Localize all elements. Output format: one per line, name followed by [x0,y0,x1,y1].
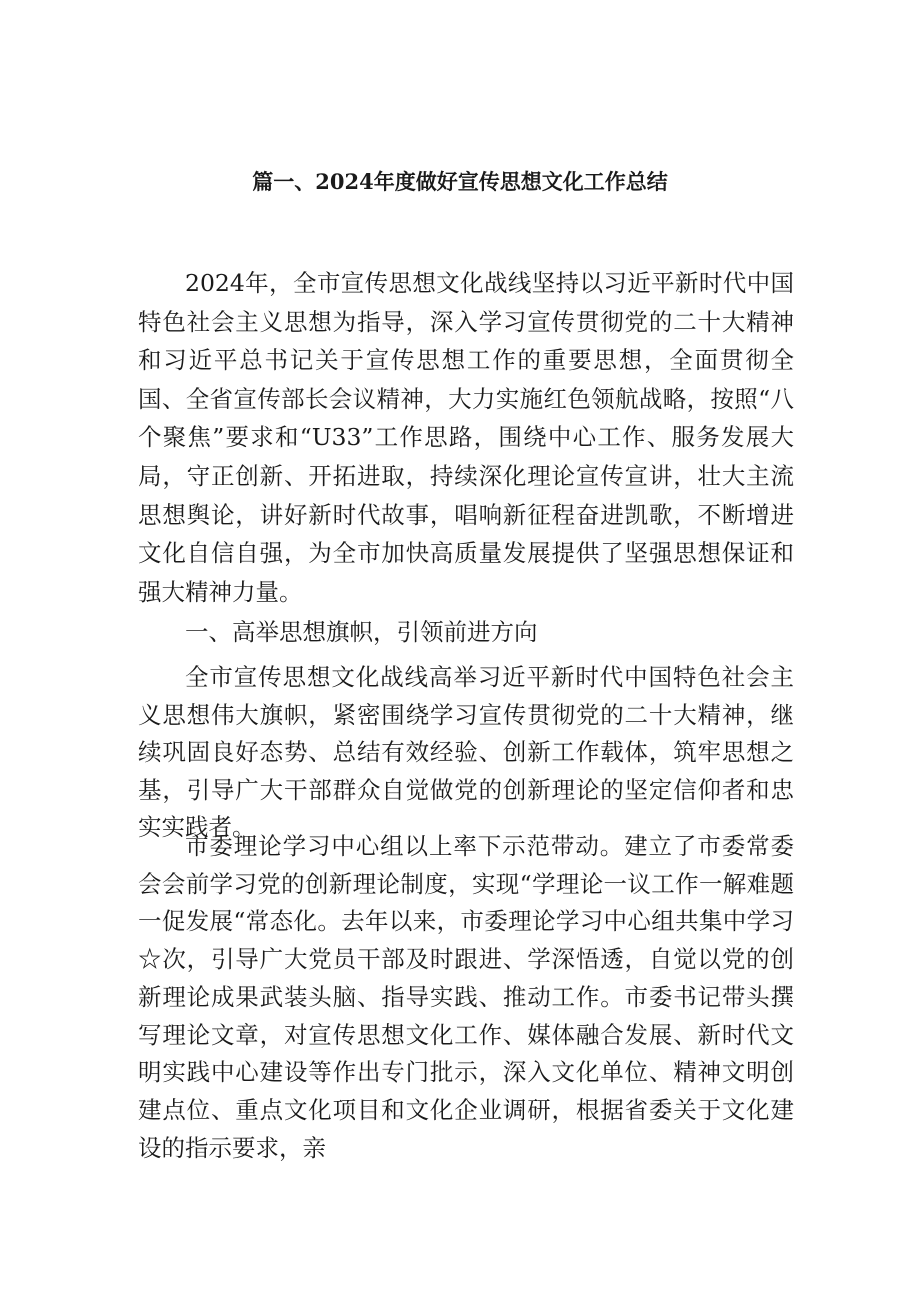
section-paragraph-1: 全市宣传思想文化战线高举习近平新时代中国特色社会主义思想伟大旗帜，紧密围绕学习宣传贯彻党的二十大精神，继续巩固良好态势、总结有效经验、创新工作载体，筑牢思想之基，引导广大干部群众自觉做党的创新理论的坚定信仰者和忠实实践者。 [138,663,794,841]
section-paragraph-2: 市委理论学习中心组以上率下示范带动。建立了市委常委会会前学习党的创新理论制度，实现“学理论一议工作一解难题一促发展“常态化。去年以来，市委理论学习中心组共集中学习☆次，引导广大党员干部及时跟进、学深悟透，自觉以党的创新理论成果武装头脑、指导实践、推动工作。市委书记带头撰写理论文章，对宣传思想文化工作、媒体融合发展、新时代文明实践中心建设等作出专门批示，深入文化单位、精神文明创建点位、重点文化项目和文化企业调研，根据省委关于文化建设的指示要求，亲 [138,832,794,1162]
intro-paragraph: 2024年，全市宣传思想文化战线坚持以习近平新时代中国特色社会主义思想为指导，深入学习宣传贯彻党的二十大精神和习近平总书记关于宣传思想工作的重要思想，全面贯彻全国、全省宣传部长会议精神，大力实施红色领航战略，按照“八个聚焦”要求和“U33”工作思路，围绕中心工作、服务发展大局，守正创新、开拓进取，持续深化理论宣传宣讲，壮大主流思想舆论，讲好新时代故事，唱响新征程奋进凯歌，不断增进文化自信自强，为全市加快高质量发展提供了坚强思想保证和强大精神力量。 [138,269,794,606]
document-title: 篇一、2024年度做好宣传思想文化工作总结 [252,169,668,194]
section-heading: 一、高举思想旗帜，引领前进方向 [185,618,538,646]
